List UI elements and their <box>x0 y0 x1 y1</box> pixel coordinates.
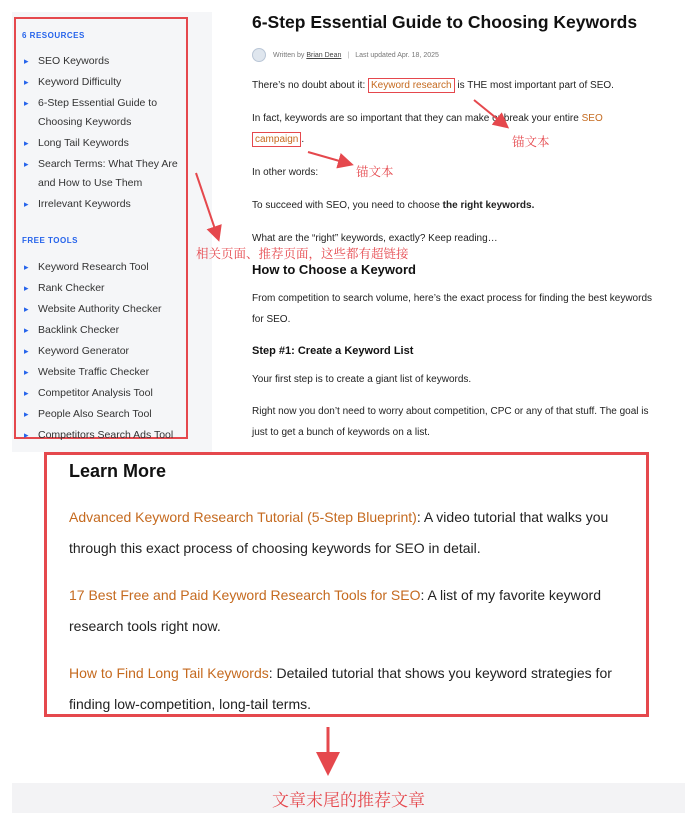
meta-separator: | <box>347 51 350 59</box>
p1-text-before: There’s no doubt about it: <box>252 80 369 91</box>
sidebar-link-keyword-difficulty[interactable]: ▸ Keyword Difficulty <box>22 73 188 92</box>
paragraph-process: From competition to search volume, here’s the exact process for finding the best keywords for SEO. <box>252 293 653 325</box>
learn-more-link-long-tail[interactable]: How to Find Long Tail Keywords <box>69 665 269 681</box>
paragraph-first-step: Your first step is to create a giant list of keywords. <box>252 374 472 385</box>
learn-more-box <box>44 452 649 717</box>
p4-bold-text: the right keywords. <box>442 200 535 211</box>
sidebar-link-long-tail[interactable]: ▸ Long Tail Keywords <box>22 134 188 153</box>
keyword-research-link[interactable]: Keyword research <box>368 78 455 93</box>
arrow-anchor-1 <box>474 100 506 126</box>
paragraph-right-now: Right now you don’t need to worry about competition, CPC or any of that stuff. The goal is just to get a bunch of keywords on a list. <box>252 406 649 438</box>
sidebar-link-people-also-search[interactable]: ▸ People Also Search Tool <box>22 405 188 424</box>
learn-more-text: : A video tutorial that walks you through this exact process of choosing keywords for SEO in detail. <box>69 509 609 556</box>
sidebar-link-choosing-keywords[interactable]: ▸ 6-Step Essential Guide to Choosing Keywords <box>22 94 188 132</box>
annotation-sidebar-note: 相关页面、推荐页面，这些都有超链接 <box>196 247 409 261</box>
written-by-label: Written by <box>273 51 305 59</box>
sidebar-link-search-terms[interactable]: ▸ Search Terms: What They Are and How to Use Them <box>22 155 188 193</box>
paragraph-in-other-words: In other words: <box>252 167 319 178</box>
sidebar-link-backlink-checker[interactable]: ▸ Backlink Checker <box>22 321 188 340</box>
learn-more-item <box>69 580 634 642</box>
resources-heading: 6 RESOURCES <box>22 31 85 40</box>
sidebar-link-competitors-ads[interactable]: ▸ Competitors Search Ads Tool <box>22 426 188 445</box>
arrow-sidebar <box>196 173 218 238</box>
sidebar-link-traffic-checker[interactable]: ▸ Website Traffic Checker <box>22 363 188 382</box>
last-updated: Last updated Apr. 18, 2025 <box>355 51 439 59</box>
arrow-anchor-2 <box>308 152 350 164</box>
p1-text-after: is THE most important part of SEO. <box>454 80 614 91</box>
step-heading: Step #1: Create a Keyword List <box>252 345 414 357</box>
sidebar-link-website-authority[interactable]: ▸ Website Authority Checker <box>22 300 188 319</box>
annotation-anchor-2: 锚文本 <box>356 165 394 179</box>
learn-more-title: Learn More <box>69 461 167 481</box>
sidebar-link-seo-keywords[interactable]: ▸ SEO Keywords <box>22 52 188 71</box>
sidebar-link-rank-checker[interactable]: ▸ Rank Checker <box>22 279 188 298</box>
p2-text-before: In fact, keywords are so important that they can make or break your entire <box>252 113 582 124</box>
learn-more-link-tools[interactable]: 17 Best Free and Paid Keyword Research Tools for SEO <box>69 587 421 603</box>
learn-more-item <box>69 502 634 564</box>
paragraph-right-keywords: What are the “right” keywords, exactly? Keep reading… <box>252 233 498 244</box>
learn-more-item <box>69 658 634 720</box>
seo-campaign-link-part2[interactable]: campaign <box>252 132 301 147</box>
footer-annotation-bar <box>12 783 685 813</box>
sidebar-link-keyword-generator[interactable]: ▸ Keyword Generator <box>22 342 188 361</box>
sidebar-link-competitor-analysis[interactable]: ▸ Competitor Analysis Tool <box>22 384 188 403</box>
learn-more-text: : Detailed tutorial that shows you keyword strategies for finding low-competition, long-tail terms. <box>69 665 612 712</box>
annotation-anchor-1: 锚文本 <box>512 135 550 149</box>
author-link[interactable]: Brian Dean <box>306 51 342 59</box>
free-tools-heading: FREE TOOLS <box>22 236 78 245</box>
p4-text-before: To succeed with SEO, you need to choose <box>252 200 443 211</box>
p2-text-after: . <box>301 134 305 145</box>
sidebar-link-irrelevant-keywords[interactable]: ▸ Irrelevant Keywords <box>22 195 188 214</box>
footer-annotation-text: 文章末尾的推荐文章 <box>272 791 425 810</box>
learn-more-text: : A list of my favorite keyword research tools right now. <box>69 587 601 634</box>
seo-campaign-link-part1[interactable]: SEO <box>581 113 603 124</box>
sidebar-link-keyword-research-tool[interactable]: ▸ Keyword Research Tool <box>22 258 188 277</box>
article-title: 6-Step Essential Guide to Choosing Keywords <box>252 12 638 32</box>
section-heading: How to Choose a Keyword <box>252 262 416 277</box>
learn-more-link-tutorial[interactable]: Advanced Keyword Research Tutorial (5-Step Blueprint) <box>69 509 417 525</box>
